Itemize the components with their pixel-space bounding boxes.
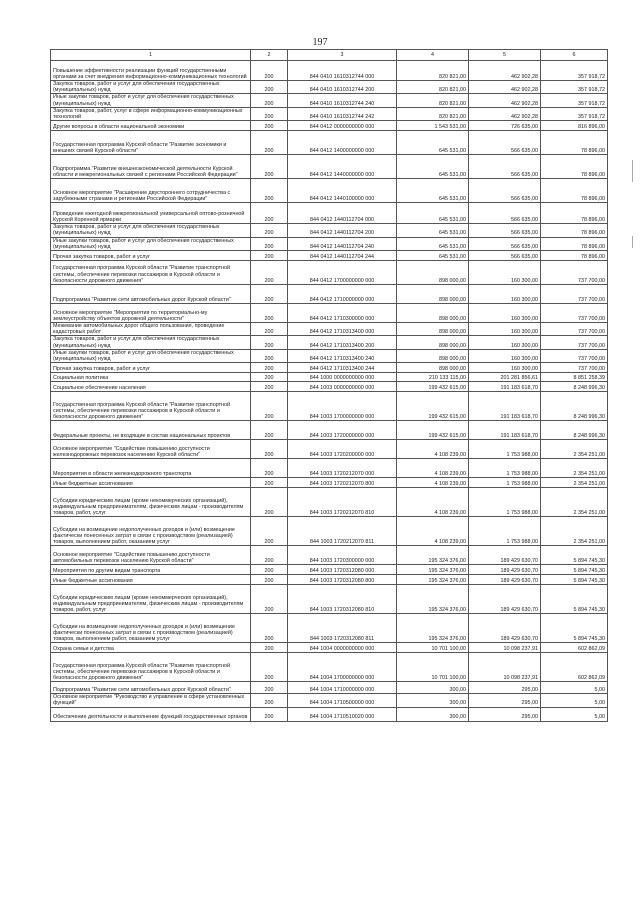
row-grbs: 200: [251, 131, 288, 155]
row-remainder: 2 354 251,00: [541, 478, 608, 488]
row-remainder: 78 896,00: [541, 203, 608, 224]
row-grbs: 200: [251, 585, 288, 614]
row-executed: 189 429 630,70: [469, 585, 541, 614]
row-code: 844 1004 1710000000 000: [288, 682, 397, 694]
row-name: Государственная программа Курской области "Развитие транспортной системы, обеспечение перевозки пассажиров в Курской области и безопасности дорожного движения": [51, 392, 251, 421]
row-executed: 462 902,28: [469, 61, 541, 81]
row-approved: 898 000,00: [397, 349, 469, 362]
row-remainder: 737 700,00: [541, 363, 608, 373]
row-name: Основное мероприятие "Содействие повышению доступности автомобильных перевозок населению Курской области": [51, 546, 251, 565]
table-row: [51, 131, 608, 155]
row-code: 844 0410 1610312744 000: [288, 61, 397, 81]
row-executed: 160 300,00: [469, 304, 541, 323]
row-name: Государственная программа Курской области "Развитие транспортной системы, обеспечение перевозки пассажиров в Курской области и безопасности дорожного движения": [51, 261, 251, 285]
row-name: Обеспечение деятельности и выполнение функций государственных органов: [51, 707, 251, 721]
header-row: [51, 50, 608, 61]
row-approved: 898 000,00: [397, 304, 469, 323]
header-cell: 5: [469, 50, 541, 61]
row-executed: 295,00: [469, 707, 541, 721]
row-approved: 645 531,00: [397, 131, 469, 155]
row-remainder: 737 700,00: [541, 304, 608, 323]
row-executed: 1 753 988,00: [469, 440, 541, 459]
row-approved: 645 531,00: [397, 224, 469, 237]
budget-table: [50, 49, 608, 722]
row-executed: 191 183 618,70: [469, 392, 541, 421]
row-grbs: 200: [251, 382, 288, 392]
row-approved: 4 108 239,00: [397, 478, 469, 488]
row-name: Социальное обеспечение населения: [51, 382, 251, 392]
row-approved: 645 531,00: [397, 251, 469, 261]
row-executed: 160 300,00: [469, 285, 541, 304]
table-row: [51, 488, 608, 517]
table-row: [51, 224, 608, 237]
row-approved: 195 324 376,00: [397, 614, 469, 643]
row-remainder: 78 896,00: [541, 179, 608, 203]
row-name: Социальная политика: [51, 373, 251, 382]
row-code: 844 0412 1440100000 000: [288, 179, 397, 203]
row-executed: 201 281 856,61: [469, 373, 541, 382]
row-remainder: 8 248 996,30: [541, 392, 608, 421]
table-row: [51, 707, 608, 721]
row-grbs: 200: [251, 336, 288, 349]
row-grbs: 200: [251, 81, 288, 94]
row-grbs: 200: [251, 107, 288, 120]
table-row: [51, 478, 608, 488]
row-remainder: 5 894 745,30: [541, 546, 608, 565]
row-grbs: 200: [251, 373, 288, 382]
row-approved: 898 000,00: [397, 363, 469, 373]
table-row: [51, 392, 608, 421]
row-grbs: 200: [251, 203, 288, 224]
row-code: 844 0410 1610312744 240: [288, 94, 397, 107]
row-executed: 189 429 630,70: [469, 614, 541, 643]
row-code: 844 0412 1400000000 000: [288, 131, 397, 155]
row-name: Подпрограмма "Развитие сети автомобильных дорог Курской области": [51, 682, 251, 694]
table-row: [51, 643, 608, 653]
row-executed: 295,00: [469, 694, 541, 707]
page-number: 197: [312, 37, 328, 48]
row-approved: 199 432 615,00: [397, 382, 469, 392]
row-grbs: 200: [251, 707, 288, 721]
row-executed: 566 635,00: [469, 251, 541, 261]
row-executed: 189 429 630,70: [469, 565, 541, 575]
table-row: [51, 251, 608, 261]
row-remainder: 357 918,72: [541, 107, 608, 120]
row-name: Подпрограмма "Развитие сети автомобильных дорог Курской области": [51, 285, 251, 304]
row-name: Федеральные проекты, не входящие в состав национальных проектов: [51, 421, 251, 440]
row-code: 844 1004 1700000000 000: [288, 653, 397, 682]
row-name: Иные бюджетные ассигнования: [51, 575, 251, 585]
row-name: Закупка товаров, работ, услуг в сфере информационно-коммуникационных технологий: [51, 107, 251, 120]
row-code: 844 1003 1720212070 000: [288, 459, 397, 478]
row-grbs: 200: [251, 94, 288, 107]
row-name: Проведение ежегодной межрегиональной универсальной оптово-розничной Курской Коренной ярмарки: [51, 203, 251, 224]
row-code: 844 1003 1720200000 000: [288, 440, 397, 459]
row-remainder: 5 894 745,30: [541, 585, 608, 614]
table-row: [51, 304, 608, 323]
row-grbs: 200: [251, 261, 288, 285]
row-executed: 1 753 988,00: [469, 459, 541, 478]
row-code: 844 1003 1720312080 800: [288, 575, 397, 585]
row-code: 844 1000 0000000000 000: [288, 373, 397, 382]
row-approved: 820 821,00: [397, 107, 469, 120]
row-code: 844 0412 1710313400 200: [288, 336, 397, 349]
row-grbs: 200: [251, 285, 288, 304]
row-name: Закупка товаров, работ и услуг для обеспечения государственных (муниципальных) нужд: [51, 336, 251, 349]
row-name: Основное мероприятие "Мероприятия по территориально-му землеустройству объектов дорожной деятельности": [51, 304, 251, 323]
row-name: Субсидии на возмещение недополученных доходов и (или) возмещение фактически понесенных затрат в связи с производством (реализацией) товаров, выполнением работ, оказанием услуг: [51, 614, 251, 643]
row-executed: 189 429 630,70: [469, 575, 541, 585]
row-code: 844 1003 1720312080 000: [288, 565, 397, 575]
row-grbs: 200: [251, 478, 288, 488]
row-grbs: 200: [251, 440, 288, 459]
row-grbs: 200: [251, 546, 288, 565]
row-executed: 191 183 618,70: [469, 421, 541, 440]
row-name: Закупка товаров, работ и услуг для обеспечения государственных (муниципальных) нужд: [51, 224, 251, 237]
row-grbs: 200: [251, 517, 288, 546]
row-code: 844 1004 1710510020 000: [288, 707, 397, 721]
table-row: [51, 237, 608, 250]
row-remainder: 78 896,00: [541, 251, 608, 261]
row-grbs: 200: [251, 682, 288, 694]
row-code: 844 1003 0000000000 000: [288, 382, 397, 392]
table-row: [51, 546, 608, 565]
row-name: Иные закупки товаров, работ и услуг для обеспечения государственных (муниципальных) нужд: [51, 349, 251, 362]
header-cell: 3: [288, 50, 397, 61]
row-approved: 300,00: [397, 707, 469, 721]
row-code: 844 0410 1610312744 200: [288, 81, 397, 94]
row-code: 844 1003 1720212070 810: [288, 488, 397, 517]
row-executed: 160 300,00: [469, 336, 541, 349]
row-approved: 300,00: [397, 694, 469, 707]
row-code: 844 0412 1710300000 000: [288, 304, 397, 323]
row-approved: 4 108 239,00: [397, 440, 469, 459]
row-grbs: 200: [251, 237, 288, 250]
row-grbs: 200: [251, 614, 288, 643]
row-grbs: 200: [251, 224, 288, 237]
table-row: [51, 575, 608, 585]
row-name: Субсидии на возмещение недополученных доходов и (или) возмещение фактически понесенных затрат в связи с производством (реализацией) товаров, выполнением работ, оказанием услуг: [51, 517, 251, 546]
row-name: Подпрограмма "Развитие внешнеэкономической деятельности Курской области и межрегиональных связей с регионами Российской Федерации": [51, 155, 251, 179]
row-remainder: 8 248 996,30: [541, 382, 608, 392]
row-grbs: 200: [251, 459, 288, 478]
table-row: [51, 349, 608, 362]
row-code: 844 0412 1710000000 000: [288, 285, 397, 304]
row-remainder: 2 354 251,00: [541, 488, 608, 517]
row-name: Основное мероприятие "Расширение двустороннего сотрудничества с зарубежными странами и регионами Российской Федерации": [51, 179, 251, 203]
row-code: 844 1003 1720312080 810: [288, 585, 397, 614]
row-name: Субсидии юридическим лицам (кроме некоммерческих организаций), индивидуальным предпринимателям, физическим лицам - производителям товаров, работ, услуг: [51, 585, 251, 614]
table-row: [51, 61, 608, 81]
row-approved: 195 324 376,00: [397, 546, 469, 565]
table-row: [51, 261, 608, 285]
row-code: 844 0412 1440112704 000: [288, 203, 397, 224]
row-grbs: 200: [251, 304, 288, 323]
row-remainder: 602 862,09: [541, 653, 608, 682]
row-remainder: 2 354 251,00: [541, 517, 608, 546]
table-row: [51, 179, 608, 203]
row-remainder: 2 354 251,00: [541, 459, 608, 478]
row-executed: 566 635,00: [469, 131, 541, 155]
table-row: [51, 382, 608, 392]
row-remainder: 737 700,00: [541, 336, 608, 349]
row-name: Другие вопросы в области национальной экономики: [51, 121, 251, 131]
row-approved: 195 324 376,00: [397, 565, 469, 575]
row-grbs: 200: [251, 392, 288, 421]
row-name: Мероприятия по другим видам транспорта: [51, 565, 251, 575]
row-approved: 645 531,00: [397, 203, 469, 224]
table-row: [51, 155, 608, 179]
row-code: 844 1003 1720212070 811: [288, 517, 397, 546]
row-remainder: 737 700,00: [541, 261, 608, 285]
row-remainder: 737 700,00: [541, 323, 608, 336]
row-remainder: 816 896,00: [541, 121, 608, 131]
row-remainder: 78 896,00: [541, 131, 608, 155]
row-remainder: 5 894 745,30: [541, 565, 608, 575]
table-row: [51, 81, 608, 94]
row-code: 844 0412 1440000000 000: [288, 155, 397, 179]
row-executed: 566 635,00: [469, 155, 541, 179]
row-remainder: 737 700,00: [541, 349, 608, 362]
row-grbs: 200: [251, 643, 288, 653]
row-approved: 195 324 376,00: [397, 585, 469, 614]
row-remainder: 5,00: [541, 707, 608, 721]
row-remainder: 2 354 251,00: [541, 440, 608, 459]
table-row: [51, 694, 608, 707]
row-grbs: 200: [251, 363, 288, 373]
row-grbs: 200: [251, 565, 288, 575]
row-remainder: 5 894 745,30: [541, 614, 608, 643]
row-grbs: 200: [251, 61, 288, 81]
row-code: 844 0412 1440112704 240: [288, 237, 397, 250]
row-remainder: 737 700,00: [541, 285, 608, 304]
row-approved: 210 133 115,00: [397, 373, 469, 382]
row-code: 844 1003 1700000000 000: [288, 392, 397, 421]
row-name: Иные закупки товаров, работ и услуг для обеспечения государственных (муниципальных) нужд: [51, 237, 251, 250]
row-approved: 300,00: [397, 682, 469, 694]
row-remainder: 78 896,00: [541, 155, 608, 179]
row-executed: 160 300,00: [469, 323, 541, 336]
table-row: [51, 682, 608, 694]
row-grbs: 200: [251, 349, 288, 362]
table-row: [51, 614, 608, 643]
table-row: [51, 285, 608, 304]
table-row: [51, 121, 608, 131]
row-executed: 160 300,00: [469, 363, 541, 373]
row-code: 844 1004 0000000000 000: [288, 643, 397, 653]
row-name: Основное мероприятие "Руководство и управление в сфере установленных функций": [51, 694, 251, 707]
row-approved: 4 108 239,00: [397, 488, 469, 517]
table-row: [51, 203, 608, 224]
row-executed: 566 635,00: [469, 237, 541, 250]
row-code: 844 1004 1710500000 000: [288, 694, 397, 707]
row-code: 844 1003 1720312080 811: [288, 614, 397, 643]
row-executed: 10 098 237,91: [469, 643, 541, 653]
row-grbs: 200: [251, 121, 288, 131]
table-row: [51, 585, 608, 614]
row-approved: 898 000,00: [397, 285, 469, 304]
table-row: [51, 421, 608, 440]
row-grbs: 200: [251, 694, 288, 707]
row-approved: 820 821,00: [397, 81, 469, 94]
row-executed: 1 753 988,00: [469, 478, 541, 488]
row-approved: 645 531,00: [397, 237, 469, 250]
row-name: Прочая закупка товаров, работ и услуг: [51, 251, 251, 261]
row-executed: 295,00: [469, 682, 541, 694]
row-grbs: 200: [251, 155, 288, 179]
row-grbs: 200: [251, 251, 288, 261]
row-name: Охрана семьи и детства: [51, 643, 251, 653]
row-executed: 1 753 988,00: [469, 488, 541, 517]
row-executed: 10 098 237,91: [469, 653, 541, 682]
row-code: 844 1003 1720212070 800: [288, 478, 397, 488]
row-code: 844 0410 1610312744 242: [288, 107, 397, 120]
row-name: Основное мероприятие "Содействие повышению доступности железнодорожных перевозок населению Курской области": [51, 440, 251, 459]
row-remainder: 8 248 996,30: [541, 421, 608, 440]
row-grbs: 200: [251, 179, 288, 203]
row-name: Межевание автомобильных дорог общего пользования, проведение кадастровых работ: [51, 323, 251, 336]
row-executed: 462 902,28: [469, 94, 541, 107]
row-remainder: 357 918,72: [541, 61, 608, 81]
row-executed: 160 300,00: [469, 349, 541, 362]
table-row: [51, 336, 608, 349]
row-name: Иные бюджетные ассигнования: [51, 478, 251, 488]
row-name: Закупка товаров, работ и услуг для обеспечения государственных (муниципальных) нужд: [51, 81, 251, 94]
row-grbs: 200: [251, 421, 288, 440]
row-executed: 189 429 630,70: [469, 546, 541, 565]
row-executed: 1 753 988,00: [469, 517, 541, 546]
row-remainder: 5,00: [541, 694, 608, 707]
table-row: [51, 517, 608, 546]
row-approved: 4 108 239,00: [397, 517, 469, 546]
row-remainder: 78 896,00: [541, 224, 608, 237]
row-code: 844 0412 1440112704 244: [288, 251, 397, 261]
header-cell: 4: [397, 50, 469, 61]
binding-mark: [632, 236, 633, 248]
row-name: Повышение эффективности реализации функций государственными органами за счет внедрения информационно-коммуникационных технологий: [51, 61, 251, 81]
table-row: [51, 323, 608, 336]
row-remainder: 602 862,09: [541, 643, 608, 653]
row-approved: 898 000,00: [397, 323, 469, 336]
table-row: [51, 440, 608, 459]
row-code: 844 1003 1720300000 000: [288, 546, 397, 565]
row-name: Иные закупки товаров, работ и услуг для обеспечения государственных (муниципальных) нужд: [51, 94, 251, 107]
table-row: [51, 94, 608, 107]
row-name: Мероприятия в области железнодорожного транспорта: [51, 459, 251, 478]
table-row: [51, 565, 608, 575]
header-cell: 2: [251, 50, 288, 61]
table-row: [51, 363, 608, 373]
row-remainder: 8 851 258,39: [541, 373, 608, 382]
row-name: Прочая закупка товаров, работ и услуг: [51, 363, 251, 373]
header-cell: 1: [51, 50, 251, 61]
row-approved: 199 432 615,00: [397, 392, 469, 421]
row-name: Государственная программа Курской области "Развитие экономики и внешних связей Курской области": [51, 131, 251, 155]
row-code: 844 0412 1700000000 000: [288, 261, 397, 285]
row-code: 844 0412 1710313400 244: [288, 363, 397, 373]
row-code: 844 0412 1710313400 240: [288, 349, 397, 362]
row-approved: 10 701 100,00: [397, 643, 469, 653]
table-row: [51, 373, 608, 382]
row-remainder: 78 896,00: [541, 237, 608, 250]
row-remainder: 357 918,72: [541, 81, 608, 94]
table-row: [51, 653, 608, 682]
row-grbs: 200: [251, 575, 288, 585]
row-grbs: 200: [251, 323, 288, 336]
row-code: 844 0412 0000000000 000: [288, 121, 397, 131]
row-executed: 566 635,00: [469, 224, 541, 237]
row-approved: 195 324 376,00: [397, 575, 469, 585]
row-approved: 820 821,00: [397, 61, 469, 81]
row-executed: 160 300,00: [469, 261, 541, 285]
row-grbs: 200: [251, 488, 288, 517]
row-remainder: 5 894 745,30: [541, 575, 608, 585]
row-executed: 726 635,00: [469, 121, 541, 131]
row-approved: 1 543 531,00: [397, 121, 469, 131]
row-approved: 898 000,00: [397, 336, 469, 349]
row-executed: 566 635,00: [469, 203, 541, 224]
row-grbs: 200: [251, 653, 288, 682]
row-code: 844 0412 1710313400 000: [288, 323, 397, 336]
row-executed: 566 635,00: [469, 179, 541, 203]
row-approved: 10 701 100,00: [397, 653, 469, 682]
row-approved: 645 531,00: [397, 155, 469, 179]
row-executed: 462 902,28: [469, 107, 541, 120]
row-remainder: 357 918,72: [541, 94, 608, 107]
binding-mark: [632, 160, 633, 182]
row-remainder: 5,00: [541, 682, 608, 694]
row-approved: 199 432 615,00: [397, 421, 469, 440]
row-code: 844 0412 1440112704 200: [288, 224, 397, 237]
row-executed: 191 183 618,70: [469, 382, 541, 392]
table-row: [51, 459, 608, 478]
table-row: [51, 107, 608, 120]
row-executed: 462 902,28: [469, 81, 541, 94]
row-approved: 898 000,00: [397, 261, 469, 285]
row-approved: 4 108 239,00: [397, 459, 469, 478]
row-approved: 645 531,00: [397, 179, 469, 203]
row-code: 844 1003 1720000000 000: [288, 421, 397, 440]
row-name: Субсидии юридическим лицам (кроме некоммерческих организаций), индивидуальным предпринимателям, физическим лицам - производителям товаров, работ, услуг: [51, 488, 251, 517]
header-cell: 6: [541, 50, 608, 61]
row-approved: 820 821,00: [397, 94, 469, 107]
row-name: Государственная программа Курской области "Развитие транспортной системы, обеспечение перевозки пассажиров в Курской области и безопасности дорожного движения": [51, 653, 251, 682]
